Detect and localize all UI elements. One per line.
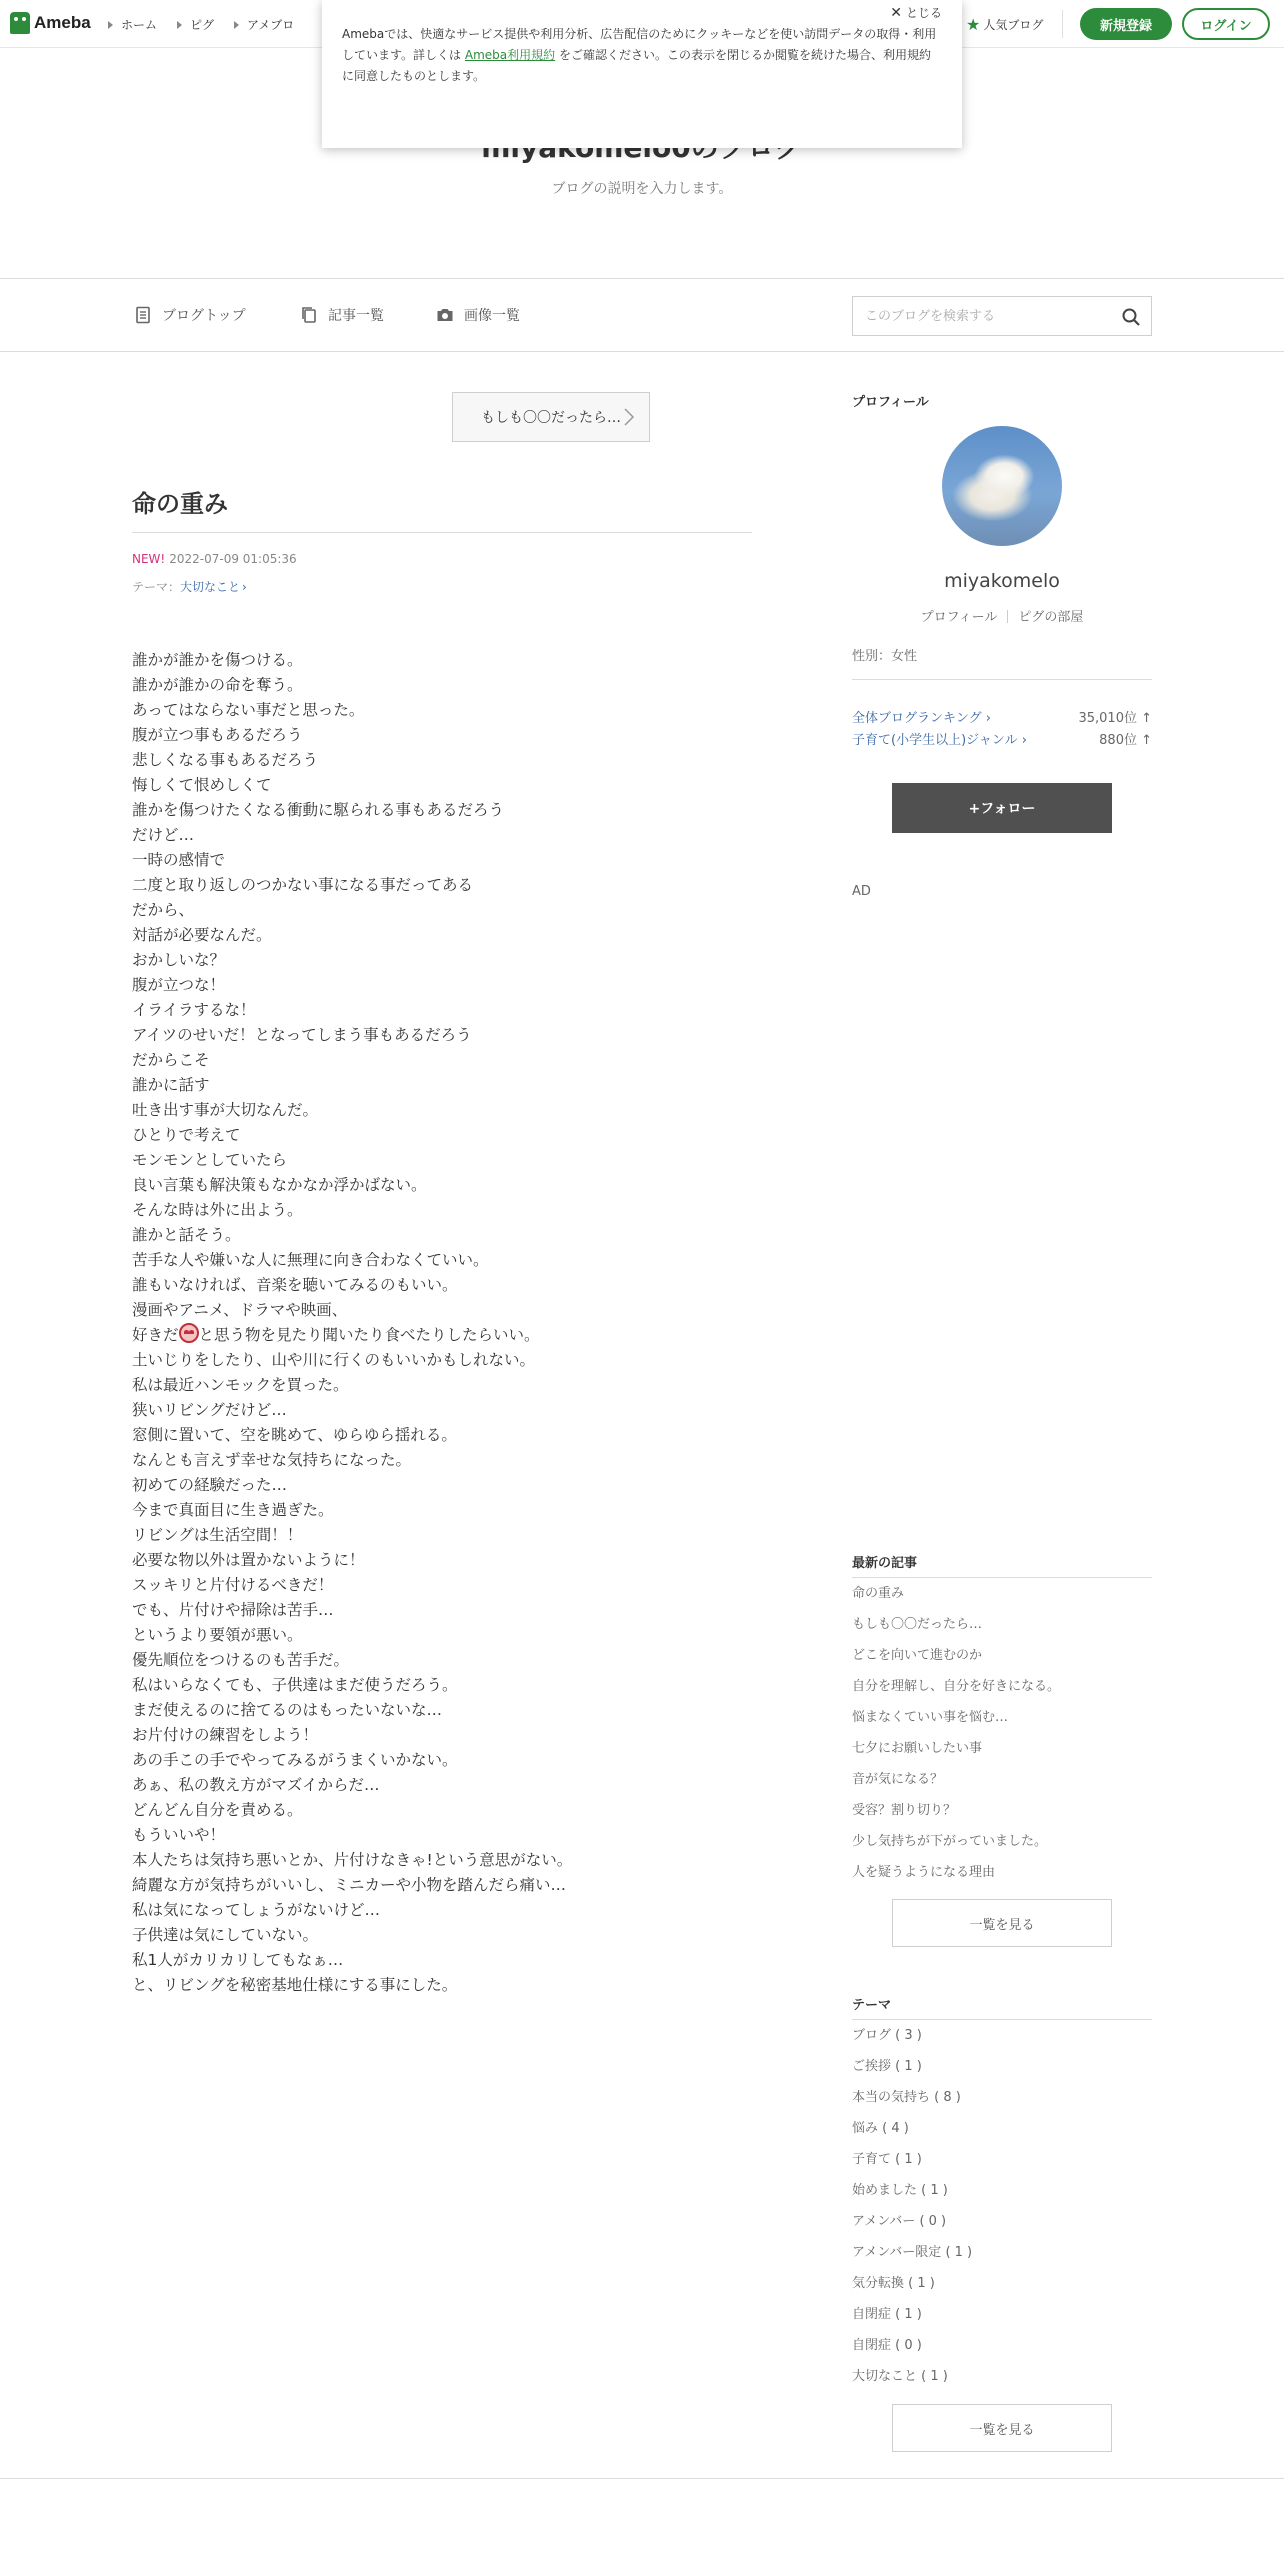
popular-blogs-link[interactable] (966, 15, 1043, 34)
entry-line: モンモンとしていたら (132, 1151, 288, 1169)
previous-entry-label: もしも〇〇だったら… (481, 410, 621, 426)
blog-nav (0, 278, 1284, 352)
entry-line: 綺麗な方が気持ちがいいし、ミニカーや小物を踏んだら痛い… (132, 1876, 567, 1894)
previous-entry-button[interactable] (452, 392, 650, 442)
theme-link[interactable]: 子育て ( 1 ) (852, 2152, 922, 2167)
theme-link[interactable]: 大切なこと (180, 580, 241, 594)
recent-entry-link[interactable]: どこを向いて進むのか (852, 1648, 983, 1663)
profile-gender: 性別：女性 (852, 649, 918, 664)
entry-line: 初めての経験だった… (132, 1476, 288, 1494)
entry-line: 誰かと話そう。 (132, 1226, 241, 1244)
camera-icon (436, 306, 454, 324)
entry-line: だからこそ (132, 1051, 210, 1069)
overall-ranking-label: 全体ブログランキング (852, 711, 982, 726)
entry-line: 本人たちは気持ち悪いとか、片付けなきゃ!という意思がない。 (132, 1851, 573, 1869)
arrow-right-icon (177, 21, 182, 29)
pigg-room-link[interactable]: ピグの部屋 (1018, 610, 1084, 625)
overall-ranking-value: 35,010位 ↑ (1078, 711, 1152, 726)
arrow-right-icon (234, 21, 239, 29)
entry-line: 誰かが誰かの命を奪う。 (132, 676, 303, 694)
entry-line: おかしいな？ (132, 951, 226, 969)
title-divider (132, 532, 752, 533)
entry-line: もういいや！ (132, 1826, 226, 1844)
entry-line: 良い言葉も解決策もなかなか浮かばない。 (132, 1176, 427, 1194)
entry-body (132, 648, 772, 1998)
entry-meta (132, 552, 297, 566)
ranking-row (852, 729, 1152, 748)
theme-prefix: テーマ： (132, 580, 181, 594)
theme-link[interactable]: 悩み ( 4 ) (852, 2121, 909, 2136)
entry-line: まだ使えるのに捨てるのはもったいないな… (132, 1701, 443, 1719)
entry-line: スッキリと片付けるべきだ！ (132, 1576, 334, 1594)
heart-eyes-emoji-icon (179, 1323, 199, 1343)
entry-line: 悔しくて恨めしくて (132, 776, 272, 794)
header-divider (1062, 10, 1063, 38)
star-icon: ★ (966, 15, 981, 34)
entry-line: 苦手な人や嫌いな人に無理に向き合わなくていい。 (132, 1251, 489, 1269)
entry-line: 吐き出す事が大切なんだ。 (132, 1101, 319, 1119)
entry-line: 私は気になってしょうがないけど… (132, 1901, 381, 1919)
themes-heading: テーマ (852, 1998, 892, 2013)
entry-line: 腹が立つ事もあるだろう (132, 726, 303, 744)
recent-entry-link[interactable]: 七夕にお願いしたい事 (852, 1741, 983, 1756)
theme-link[interactable]: アメンバー限定 ( 1 ) (852, 2245, 973, 2260)
profile-links (852, 606, 1152, 625)
blog-description: ブログの説明を入力します。 (551, 181, 733, 197)
profile-name[interactable]: miyakomelo (944, 570, 1060, 592)
image-list-link[interactable] (436, 305, 520, 325)
nav-home[interactable] (108, 16, 157, 33)
entry-line: 一時の感情で (132, 851, 226, 869)
theme-link[interactable]: 気分転換 ( 1 ) (852, 2276, 935, 2291)
entry-line: 悲しくなる事もあるだろう (132, 751, 319, 769)
entry-line: だから、 (132, 901, 195, 919)
entry-line: 私は最近ハンモックを買った。 (132, 1376, 349, 1394)
profile-link[interactable]: プロフィール (920, 610, 998, 625)
search-icon[interactable] (1121, 307, 1141, 327)
signup-button[interactable]: 新規登録 (1080, 8, 1172, 40)
new-badge: NEW! (132, 552, 166, 566)
ranking-row (852, 707, 1152, 726)
entry-line: 私1人がカリカリしてもなぁ… (132, 1951, 344, 1969)
nav-ameblo[interactable] (234, 16, 294, 33)
entry-line: どんどん自分を責める。 (132, 1801, 303, 1819)
blog-top-link[interactable] (134, 305, 246, 325)
entry-line: と、リビングを秘密基地仕様にする事にした。 (132, 1976, 458, 1994)
profile-heading: プロフィール (852, 395, 929, 410)
ad-label: AD (852, 884, 871, 899)
recent-entry-link[interactable]: 自分を理解し、自分を好きになる。 (852, 1679, 1061, 1694)
entry-title[interactable]: 命の重み (132, 490, 228, 518)
logo-text: Ameba (34, 13, 91, 32)
image-list-label: 画像一覧 (464, 308, 520, 324)
close-icon: ✕ (890, 5, 902, 21)
page-bottom-divider (0, 2478, 1284, 2479)
global-nav (108, 16, 314, 33)
blog-search (852, 296, 1152, 336)
entry-line: 漫画やアニメ、ドラマや映画、 (132, 1301, 348, 1319)
entry-line: 二度と取り返しのつかない事になる事だってある (132, 876, 474, 894)
entry-theme (132, 578, 247, 595)
recent-entry-link[interactable]: 受容？割り切り？ (852, 1803, 957, 1818)
entry-line: 必要な物以外は置かないように！ (132, 1551, 365, 1569)
genre-ranking-value: 880位 ↑ (1099, 733, 1152, 748)
recent-entry-link[interactable]: 人を疑うようになる理由 (852, 1865, 996, 1880)
nav-pigg-label: ピグ (190, 18, 215, 32)
genre-ranking-link[interactable]: 子育て(小学生以上)ジャンル › (852, 733, 1027, 748)
entry-text: と思う物を見たり聞いたり食べたりしたらいい。 (198, 1326, 540, 1344)
blog-top-label: ブログトップ (162, 308, 246, 324)
entry-line: だけど… (132, 826, 195, 844)
entry-line: お片付けの練習をしよう！ (132, 1726, 319, 1744)
link-divider (1007, 610, 1008, 623)
entry-line: 土いじりをしたり、山や川に行くのもいいかもしれない。 (132, 1351, 536, 1369)
cookie-text-2: をご確認ください。この表示を閉じるか閲覧を続けた場合、利用規約に同意したものとします。 (342, 48, 931, 83)
entry-line: あの手この手でやってみるがうまくいかない。 (132, 1751, 458, 1769)
ameba-logo[interactable] (10, 12, 91, 34)
chevron-right-icon (621, 407, 637, 427)
entry-line: というより要領が悪い。 (132, 1626, 303, 1644)
recent-entry-link[interactable]: 命の重み (852, 1586, 905, 1601)
theme-link[interactable]: 自閉症 ( 0 ) (852, 2338, 922, 2353)
recent-entry-link[interactable]: 音が気になる？ (852, 1772, 944, 1787)
nav-ameblo-label: アメブロ (247, 18, 295, 32)
document-icon (134, 306, 152, 324)
themes-list (852, 2020, 1152, 2392)
recent-entry-link[interactable]: 悩まなくていい事を悩む… (852, 1710, 1009, 1725)
entry-line: 誰かに話す (132, 1076, 210, 1094)
theme-link[interactable]: ご挨拶 ( 1 ) (852, 2059, 922, 2074)
entry-line: でも、片付けや掃除は苦手… (132, 1601, 334, 1619)
profile-avatar[interactable] (942, 426, 1062, 546)
entry-list-link[interactable] (300, 305, 384, 325)
theme-link[interactable]: アメンバー ( 0 ) (852, 2214, 947, 2229)
theme-link[interactable]: 本当の気持ち ( 8 ) (852, 2090, 961, 2105)
recent-more-button[interactable]: 一覧を見る (892, 1899, 1112, 1947)
entry-line: 腹が立つな！ (132, 976, 226, 994)
recent-entry-link[interactable]: もしも〇〇だったら… (852, 1617, 983, 1632)
genre-ranking-label: 子育て(小学生以上)ジャンル (852, 733, 1018, 748)
login-button[interactable]: ログイン (1182, 8, 1270, 40)
entry-list-label: 記事一覧 (328, 308, 384, 324)
arrow-right-icon (108, 21, 113, 29)
nav-pigg[interactable] (177, 16, 214, 33)
entry-datetime: 2022-07-09 01:05:36 (169, 552, 297, 566)
entry-line: イライラするな！ (132, 1001, 256, 1019)
profile-divider (852, 679, 1152, 680)
entry-text: 好きだ (132, 1326, 179, 1344)
themes-more-button[interactable]: 一覧を見る (892, 2404, 1112, 2452)
cookie-banner (322, 0, 962, 148)
cookie-text-1: Amebaでは、快適なサービス提供や利用分析、広告配信のためにクッキーなどを使い訪問データの取得・利用しています。詳しくは (342, 27, 937, 62)
ameba-logo-icon (10, 12, 30, 34)
entry-line: ひとりで考えて (132, 1126, 241, 1144)
entry-line: あぁ、私の教え方がマズイからだ… (132, 1776, 380, 1794)
theme-link[interactable]: ブログ ( 3 ) (852, 2028, 922, 2043)
entry-line: 今まで真面目に生き過ぎた。 (132, 1501, 334, 1519)
entry-line: 子供達は気にしていない。 (132, 1926, 319, 1944)
entry-line (132, 1323, 772, 1348)
follow-button[interactable]: +フォロー (892, 783, 1112, 833)
recent-entries-heading: 最新の記事 (852, 1556, 918, 1571)
entry-line: あってはならない事だと思った。 (132, 701, 365, 719)
entry-line: 狭いリビングだけど… (132, 1401, 287, 1419)
recent-entries-list (852, 1578, 1152, 1888)
entry-line: 優先順位をつけるのも苦手だ。 (132, 1651, 350, 1669)
cookie-close-button[interactable] (890, 3, 942, 24)
entry-line: 対話が必要なんだ。 (132, 926, 272, 944)
chevron-right-icon: › (242, 579, 247, 594)
cookie-close-label: とじる (905, 6, 942, 20)
popular-blogs-label: 人気ブログ (983, 18, 1044, 32)
nav-home-label: ホーム (121, 18, 158, 32)
theme-link[interactable]: 始めました ( 1 ) (852, 2183, 948, 2198)
entry-line: 誰かが誰かを傷つける。 (132, 651, 303, 669)
entry-line: アイツのせいだ！となってしまう事もあるだろう (132, 1026, 472, 1044)
theme-link[interactable]: 大切なこと ( 1 ) (852, 2369, 948, 2384)
entry-line: 私はいらなくても、子供達はまだ使うだろう。 (132, 1676, 458, 1694)
entry-line: 誰かを傷つけたくなる衝動に駆られる事もあるだろう (132, 801, 505, 819)
overall-ranking-link[interactable]: 全体ブログランキング › (852, 711, 991, 726)
terms-link[interactable]: Ameba利用規約 (464, 48, 556, 62)
recent-entry-link[interactable]: 少し気持ちが下がっていました。 (852, 1834, 1048, 1849)
theme-link[interactable]: 自閉症 ( 1 ) (852, 2307, 922, 2322)
copy-icon (300, 306, 318, 324)
entry-line: リビングは生活空間！！ (132, 1526, 303, 1544)
entry-line: 窓側に置いて、空を眺めて、ゆらゆら揺れる。 (132, 1426, 457, 1444)
entry-line: なんとも言えず幸せな気持ちになった。 (132, 1451, 412, 1469)
blog-search-input[interactable] (863, 308, 1117, 325)
entry-line: 誰もいなければ、音楽を聴いてみるのもいい。 (132, 1276, 458, 1294)
entry-line: そんな時は外に出よう。 (132, 1201, 303, 1219)
